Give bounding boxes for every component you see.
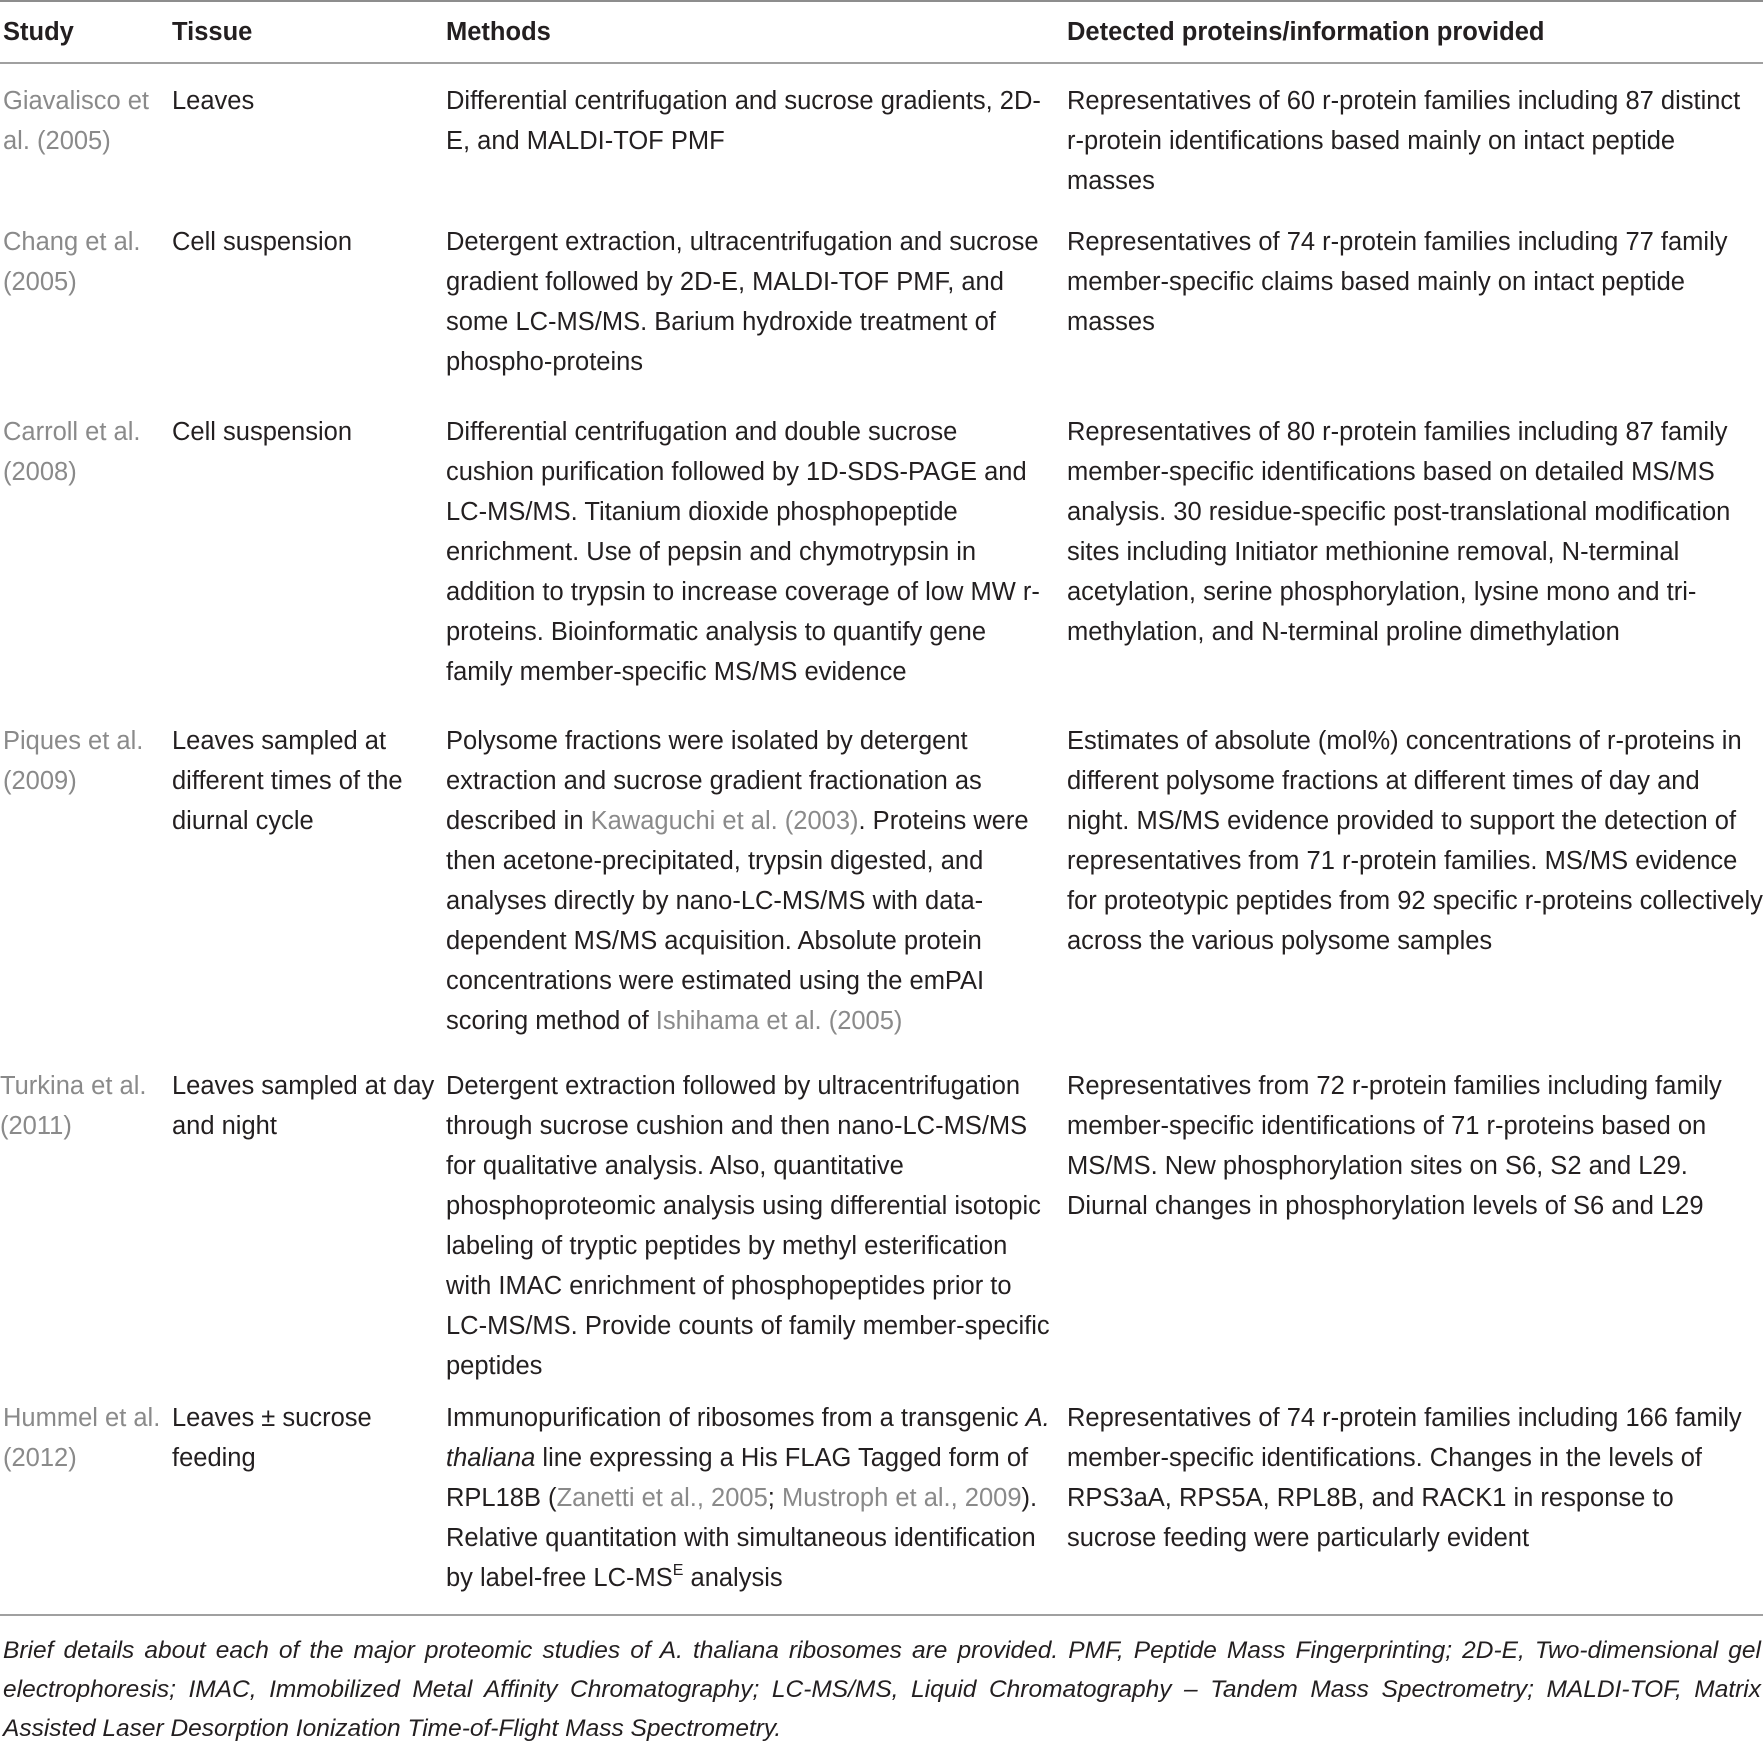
row-5-tissue: Leaves sampled at day and night	[172, 1072, 435, 1140]
reference-link-kawaguchi[interactable]: Kawaguchi et al. (2003)	[590, 807, 859, 835]
reference-link-mustroph[interactable]: Mustroph et al., 2009	[781, 1484, 1022, 1512]
reference-link-zanetti[interactable]: Zanetti et al., 2005	[556, 1484, 768, 1512]
row-1-detected: Representatives of 60 r-protein families including 87 distinct r-protein identifications based mainly on intact peptide masses	[1067, 87, 1741, 195]
row-6-methods-text-2: line expressing a His FLAG Tagged form of RPL18B (	[446, 1444, 1029, 1512]
superscript-e: E	[672, 1561, 684, 1579]
row-6-methods	[446, 1398, 1051, 1598]
row-2-tissue: Cell suspension	[172, 228, 353, 256]
row-6-methods-text-1: Immunopurification of ribosomes from a transgenic	[446, 1404, 1026, 1432]
header-tissue: Tissue	[172, 18, 253, 46]
header-detected: Detected proteins/information provided	[1067, 18, 1545, 46]
row-6-tissue: Leaves ± sucrose feeding	[172, 1404, 372, 1472]
row-4-methods-text-2: . Proteins were then acetone-precipitated, trypsin digested, and analyses directly by nano-LC-MS/MS with data-dependent MS/MS acquisition. Absolute protein concentrations were estimated using the emPAI scoring method of	[446, 807, 1029, 1035]
row-3-study: Carroll et al. (2008)	[3, 418, 141, 486]
table-bottom-rule	[0, 1614, 1763, 1616]
table-top-rule	[0, 0, 1763, 2]
row-5-study: Turkina et al. (2011)	[0, 1072, 147, 1140]
row-4-methods	[446, 721, 1051, 1041]
species-name: A. thaliana	[446, 1404, 1050, 1472]
row-2-detected: Representatives of 74 r-protein families including 77 family member-specific claims based mainly on intact peptide masses	[1067, 228, 1728, 336]
row-4-tissue: Leaves sampled at different times of the diurnal cycle	[172, 727, 403, 835]
row-6-study: Hummel et al. (2012)	[3, 1404, 161, 1472]
reference-separator: ;	[767, 1484, 782, 1512]
row-1-study: Giavalisco et al. (2005)	[3, 87, 149, 155]
row-1-methods: Differential centrifugation and sucrose gradients, 2D-E, and MALDI-TOF PMF	[446, 87, 1041, 155]
row-4-methods-text-1: Polysome fractions were isolated by detergent extraction and sucrose gradient fractionation as described in	[446, 727, 982, 835]
row-3-methods: Differential centrifugation and double sucrose cushion purification followed by 1D-SDS-PAGE and LC-MS/MS. Titanium dioxide phosphopeptide enrichment. Use of pepsin and chymotrypsin in addition to trypsin to increase coverage of low MW r-proteins. Bioinformatic analysis to quantify gene family member-specific MS/MS evidence	[446, 418, 1040, 686]
row-5-methods: Detergent extraction followed by ultracentrifugation through sucrose cushion and then nano-LC-MS/MS for qualitative analysis. Also, quantitative phosphoproteomic analysis using differential isotopic labeling of tryptic peptides by methyl esterification with IMAC enrichment of phosphopeptides prior to LC-MS/MS. Provide counts of family member-specific peptides	[446, 1072, 1050, 1380]
reference-link-ishihama[interactable]: Ishihama et al. (2005)	[655, 1007, 903, 1035]
header-methods: Methods	[446, 18, 551, 46]
row-6-methods-text-3: ). Relative quantitation with simultaneous identification by label-free LC-MS	[446, 1484, 1038, 1592]
row-2-study: Chang et al. (2005)	[3, 228, 141, 296]
row-3-tissue: Cell suspension	[172, 418, 353, 446]
row-6-methods-text-4: analysis	[683, 1564, 783, 1592]
table-header-rule	[0, 62, 1763, 64]
row-4-study: Piques et al. (2009)	[3, 727, 144, 795]
row-3-detected: Representatives of 80 r-protein families including 87 family member-specific identifications based on detailed MS/MS analysis. 30 residue-specific post-translational modification sites including Initiator methionine removal, N-terminal acetylation, serine phosphorylation, lysine mono and tri-methylation, and N-terminal proline dimethylation	[1067, 418, 1731, 646]
table-footnote: Brief details about each of the major proteomic studies of A. thaliana ribosomes are provided. PMF, Peptide Mass Fingerprinting; 2D-E, Two-dimensional gel electrophoresis; IMAC, Immobilized Metal Affinity Chromatography; LC-MS/MS, Liquid Chromatography – Tandem Mass Spectrometry; MALDI-TOF, Matrix Assisted Laser Desorption Ionization Time-of-Flight Mass Spectrometry.	[3, 1637, 1761, 1742]
row-4-detected: Estimates of absolute (mol%) concentrations of r-proteins in different polysome fractions at different times of day and night. MS/MS evidence provided to support the detection of representatives from 71 r-protein families. MS/MS evidence for proteotypic peptides from 92 specific r-proteins collectively across the various polysome samples	[1067, 727, 1763, 955]
row-1-tissue: Leaves	[172, 87, 255, 115]
header-study: Study	[3, 18, 74, 46]
row-5-detected: Representatives from 72 r-protein families including family member-specific identifications of 71 r-proteins based on MS/MS. New phosphorylation sites on S6, S2 and L29. Diurnal changes in phosphorylation levels of S6 and L29	[1067, 1072, 1722, 1220]
row-6-detected: Representatives of 74 r-protein families including 166 family member-specific identifications. Changes in the levels of RPS3aA, RPS5A, RPL8B, and RACK1 in response to sucrose feeding were particularly evident	[1067, 1404, 1742, 1552]
row-2-methods: Detergent extraction, ultracentrifugation and sucrose gradient followed by 2D-E, MALDI-TOF PMF, and some LC-MS/MS. Barium hydroxide treatment of phospho-proteins	[446, 228, 1039, 376]
